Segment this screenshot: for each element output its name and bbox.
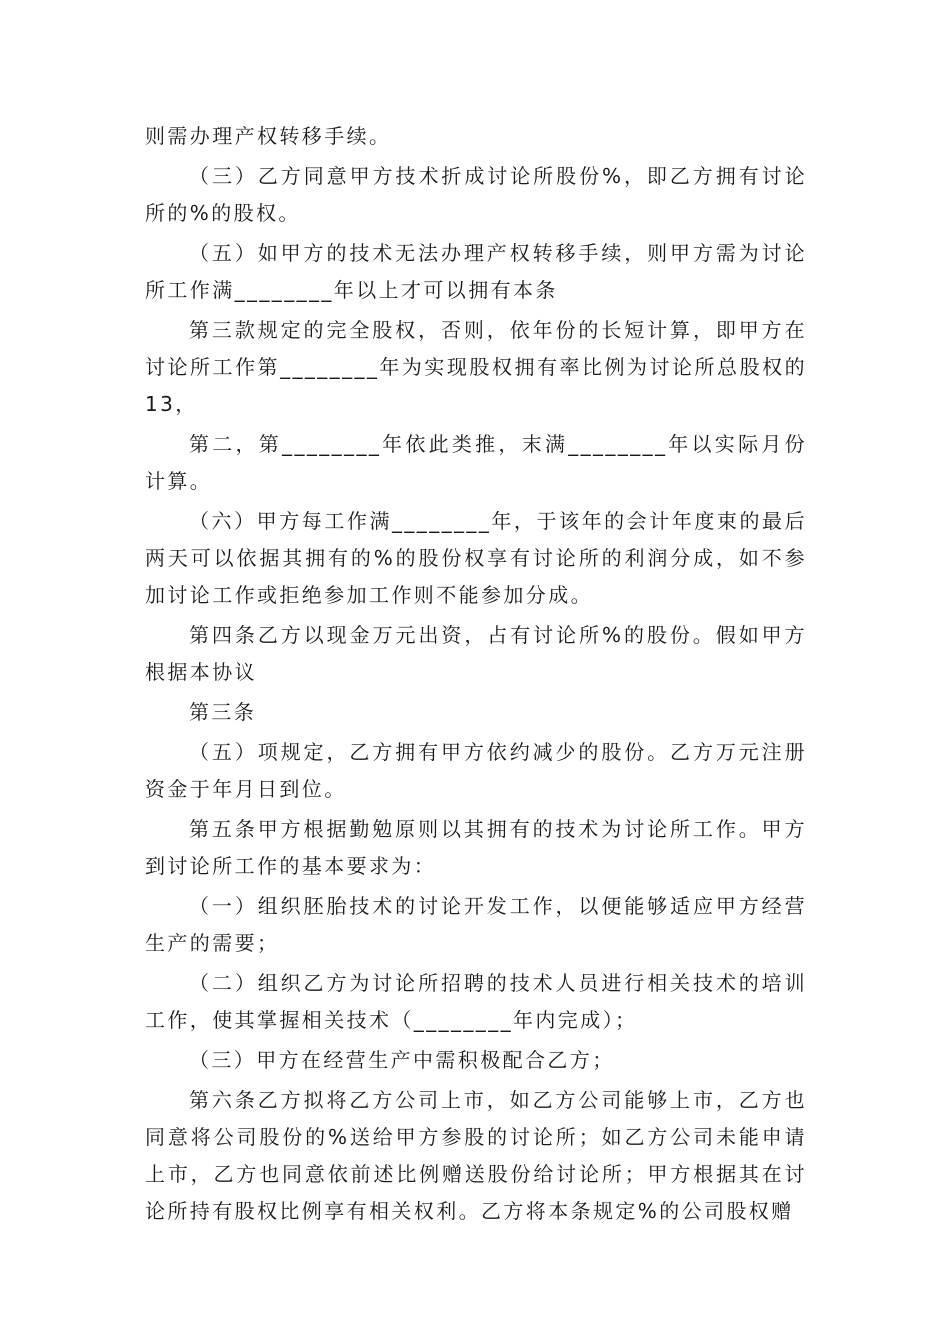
paragraph: （六）甲方每工作满________年，于该年的会计年度束的最后两天可以依据其拥有的%的股份权享有讨论所的利润分成，如不参加讨论工作或拒绝参加工作则不能参加分成。 (145, 509, 807, 607)
paragraph: 第四条乙方以现金万元出资，占有讨论所%的股份。假如甲方根据本协议 (145, 623, 807, 684)
paragraph: （一）组织胚胎技术的讨论开发工作，以便能够适应甲方经营生产的需要； (145, 894, 807, 955)
paragraph: 则需办理产权转移手续。 (145, 124, 392, 148)
paragraph: 第二，第________年依此类推，末满________年以实际月份计算。 (145, 432, 807, 493)
paragraph: （五）如甲方的技术无法办理产权转移手续，则甲方需为讨论所工作满________年以上才可以拥有本条 (145, 241, 807, 302)
paragraph: （五）项规定，乙方拥有甲方依约减少的股份。乙方万元注册资金于年月日到位。 (145, 740, 807, 801)
paragraph: （二）组织乙方为讨论所招聘的技术人员进行相关技术的培训工作，使其掌握相关技术（________年内完成）； (145, 971, 807, 1032)
paragraph: 第三款规定的完全股权，否则，依年份的长短计算，即甲方在讨论所工作第________年为实现股权拥有率比例为讨论所总股权的13， (145, 318, 807, 416)
paragraph: 第六条乙方拟将乙方公司上市，如乙方公司能够上市，乙方也同意将公司股份的%送给甲方参股的讨论所；如乙方公司未能申请上市，乙方也同意依前述比例赠送股份给讨论所；甲方根据其在讨论所持有股权比例享有相关权利。乙方将本条规定%的公司股权赠 (145, 1088, 807, 1223)
paragraph: （三）乙方同意甲方技术折成讨论所股份%，即乙方拥有讨论所的%的股权。 (145, 164, 807, 225)
paragraph: 第五条甲方根据勤勉原则以其拥有的技术为讨论所工作。甲方到讨论所工作的基本要求为： (145, 817, 807, 878)
paragraph: （三）甲方在经营生产中需积极配合乙方； (189, 1048, 615, 1072)
document-body (145, 118, 807, 1233)
paragraph: 第三条 (189, 700, 257, 724)
